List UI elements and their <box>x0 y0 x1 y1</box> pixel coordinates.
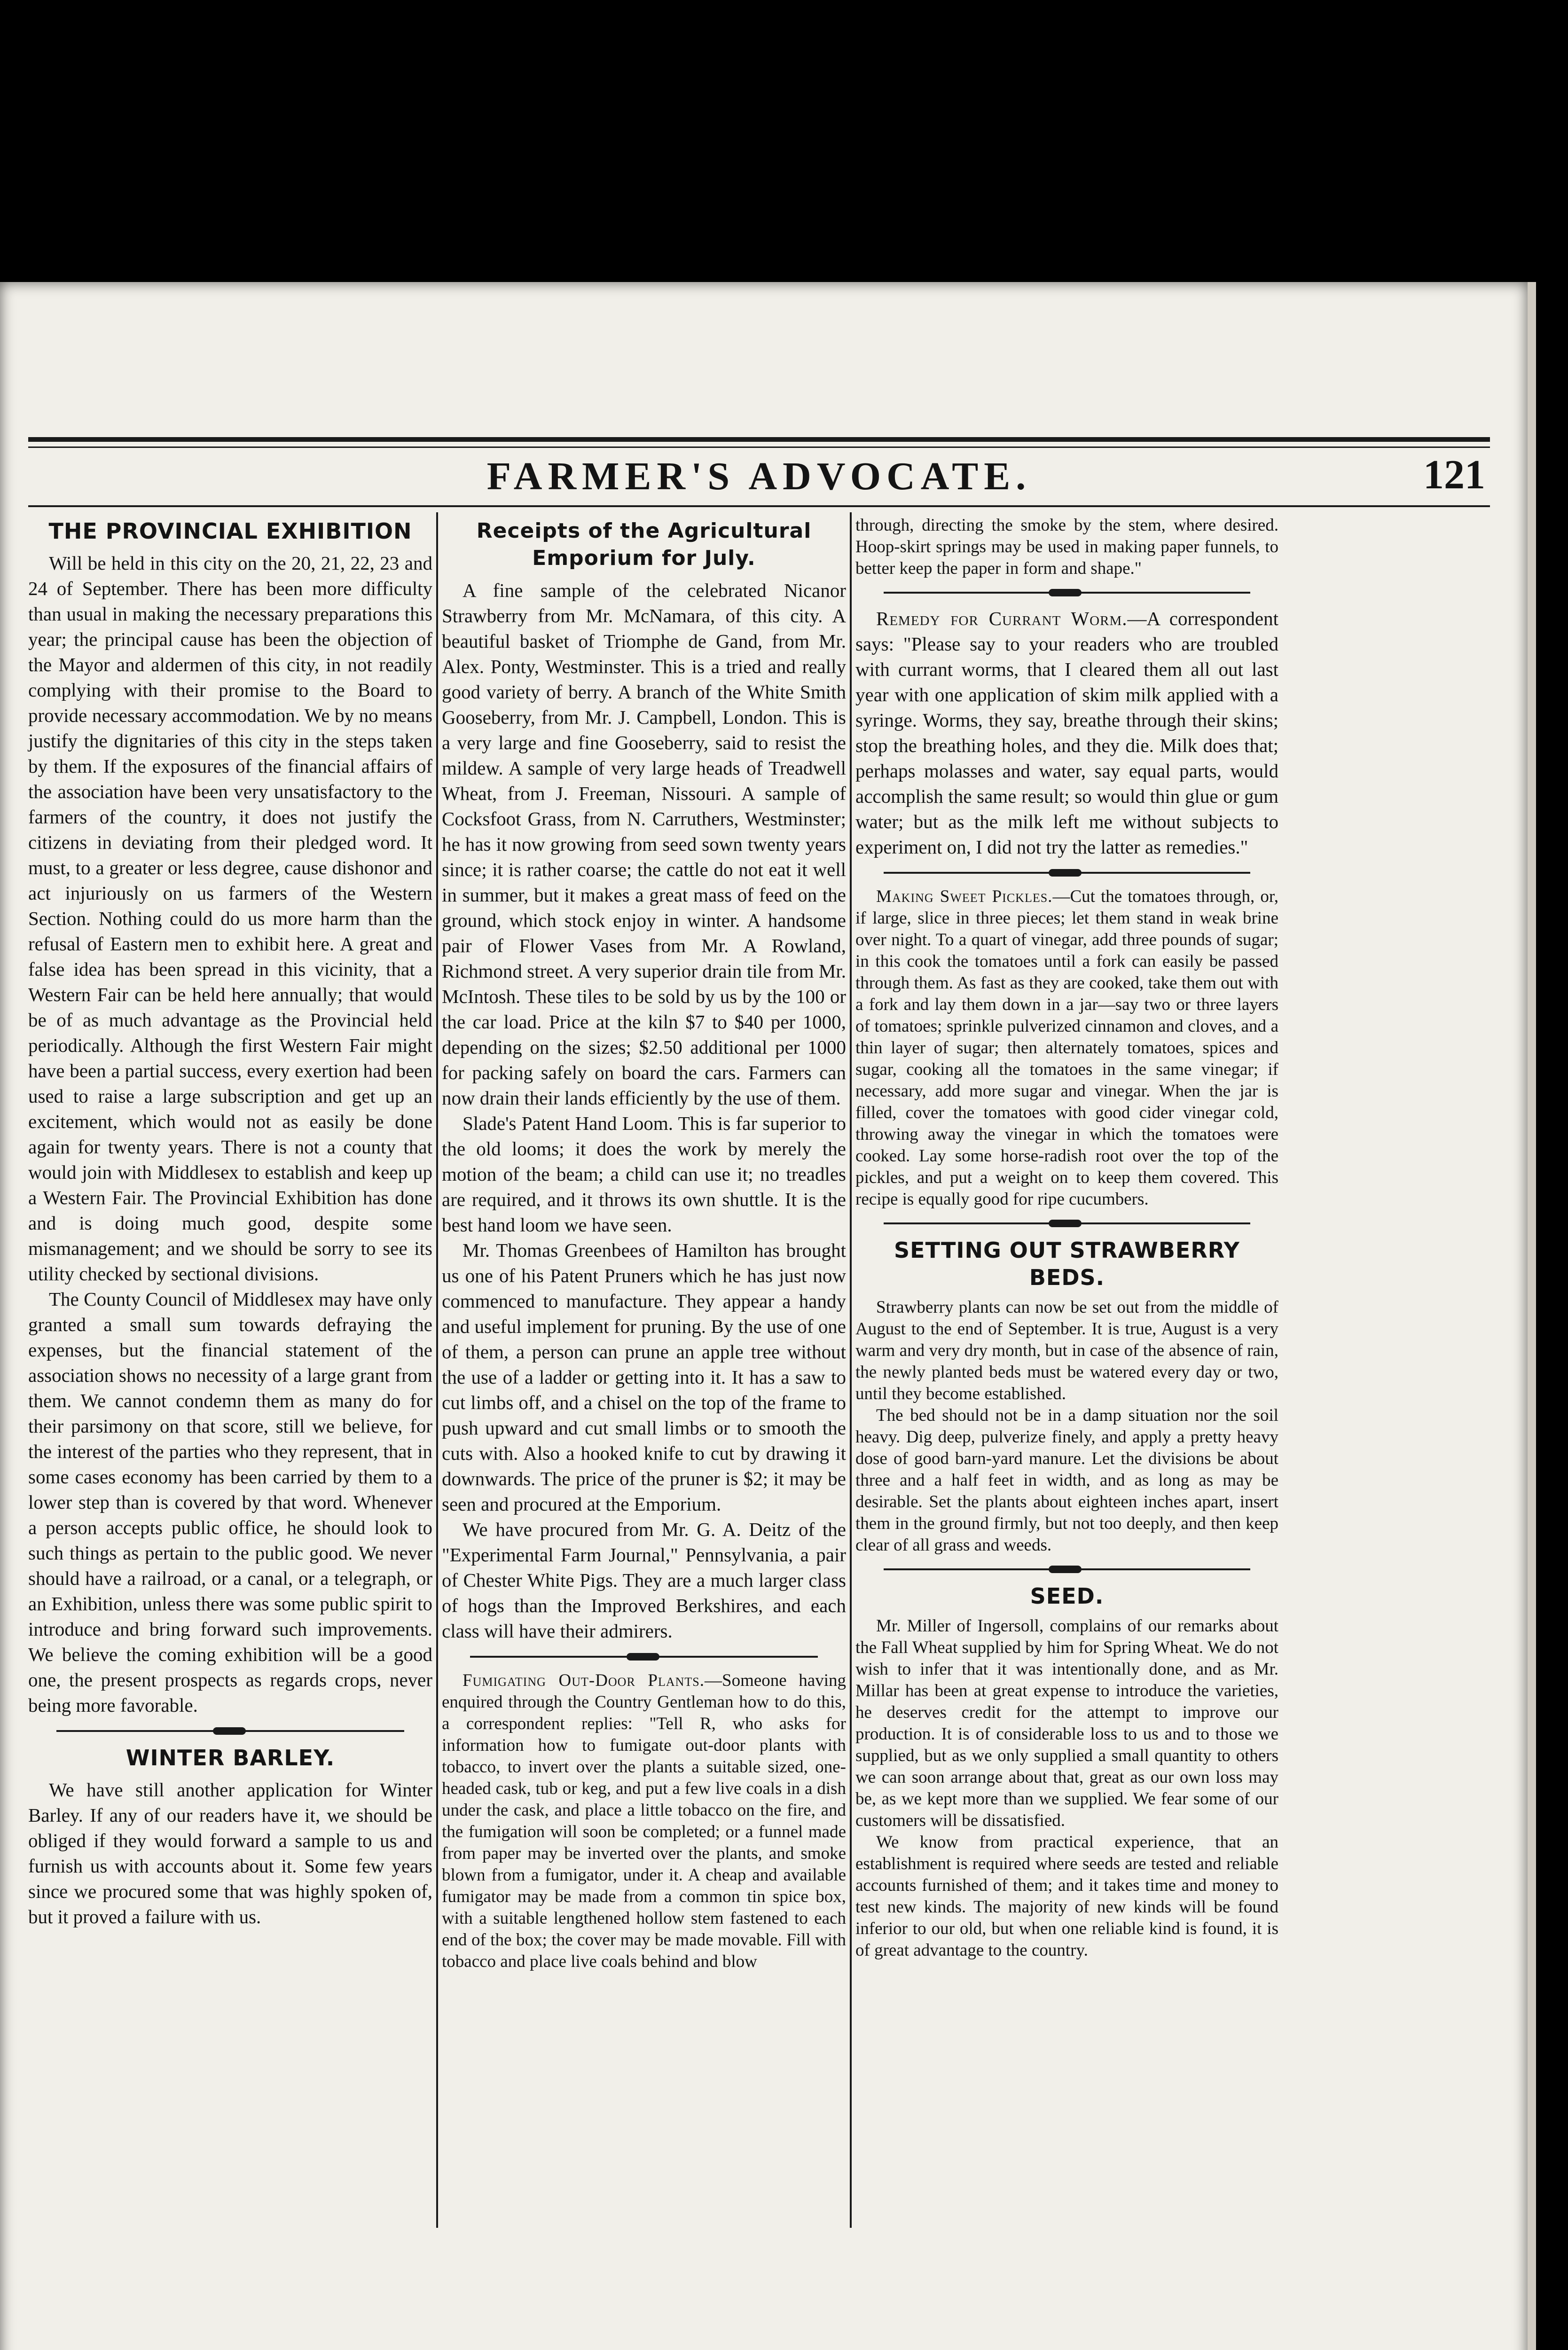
section-separator <box>470 1651 818 1662</box>
paragraph: Mr. Thomas Greenbees of Hamilton has brought us one of his Patent Pruners which he has just now commenced to manufacture. They appear a handy and useful implement for pruning. By the use of one of them, a person can prune an apple tree without the use of a ladder or getting into it. It has a saw to cut limbs off, and a chisel on the top of the frame to push upward and cut small limbs or to smooth the cuts with. Also a hooked knife to cut by drawing it downwards. The price of the pruner is $2; it may be seen and procured at the Emporium. <box>442 1239 846 1515</box>
heading-emporium-receipts: Receipts of the Agricultural Emporium for July. <box>476 519 812 570</box>
column-1 <box>28 515 432 1929</box>
section-separator <box>884 867 1250 878</box>
heading-winter-barley: WINTER BARLEY. <box>125 1745 335 1770</box>
paragraph: A fine sample of the celebrated Nicanor Strawberry from Mr. McNamara, of this city. A beautiful basket of Triomphe de Gand, from Mr. Alex. Ponty, Westminster. This is a tried and really good variety of berry. A branch of the White Smith Gooseberry, from Mr. J. Campbell, London. This is a very large and fine Gooseberry, said to resist the mildew. A sample of very large heads of Treadwell Wheat, from J. Freeman, Nissouri. A sample of Cocksfoot Grass, from N. Carruthers, Westminster; he has it now growing from seed sown twenty years since; it is rather coarse; the cattle do not eat it well in summer, but it makes a great mass of feed on the ground, which stock enjoy in winter. A handsome pair of Flower Vases from Mr. A Rowland, Richmond street. A very superior drain tile from Mr. McIntosh. These tiles to be sold by us by the 100 or the car load. Price at the kiln $7 to $40 per 1000, depending on the sizes; $2.50 additional per 1000 for packing safely on board the cars. Farmers can now drain their lands efficiently by the use of them. <box>442 580 846 1109</box>
paragraph: Slade's Patent Hand Loom. This is far superior to the old looms; it does the work by merely the motion of the beam; a child can use it; no treadles are required, and it throws its own shuttle. It is the best hand loom we have seen. <box>442 1112 846 1236</box>
masthead <box>28 449 1490 505</box>
page-number: 121 <box>1423 452 1485 498</box>
section-separator <box>56 1725 404 1737</box>
column-divider-2 <box>850 512 852 2228</box>
column-3 <box>855 515 1278 1961</box>
section-separator <box>884 1564 1250 1575</box>
section-separator <box>884 587 1250 598</box>
paragraph: through, directing the smoke by the stem, where desired. Hoop-skirt springs may be used in making paper funnels, to better keep the paper in form and shape." <box>855 516 1278 578</box>
column-2 <box>442 515 846 1973</box>
run-in-heading: Remedy for Currant Worm. <box>876 608 1128 629</box>
newspaper-page <box>0 282 1536 2350</box>
section-separator <box>884 1218 1250 1229</box>
paragraph-body: —Cut the tomatoes through, or, if large, slice in three pieces; let them stand in weak brine over night. To a quart of vinegar, add three pounds of sugar; in this cook the tomatoes until a fork can easily be passed through them. As fast as they are cooked, take them out with a fork and lay them down in a jar—say two or three layers of tomatoes; sprinkle pulverized cinnamon and cloves, and a thin layer of sugar; then alternately tomatoes, spices and sugar, cooking all the tomatoes in the same vinegar; if necessary, add more sugar and vinegar. When the jar is filled, cover the tomatoes with good cider vinegar cold, throwing away the vinegar in which the tomatoes were cooked. Lay some horse-radish root over the top of the pickles, and put a weight on to keep them covered. This recipe is equally good for ripe cucumbers. <box>855 887 1278 1209</box>
paragraph: The County Council of Middlesex may have only granted a small sum towards defraying the expenses, but the financial statement of the association shows no necessity of a large grant from them. We cannot condemn them as many do for their parsimony on that score, still we believe, for the interest of the parties who they represent, that in some cases economy has been carried by them to a lower step than is covered by that word. Whenever a person accepts public office, he should look to such things as pertain to the public good. We never should have a railroad, or a canal, or a telegraph, or an Exhibition, unless there was some public spirit to introduce and bring forward such improvements. We believe the coming exhibition will be a good one, the present prospects as regards crops, never being more favorable. <box>28 1288 432 1716</box>
run-in-heading: Making Sweet Pickles. <box>876 887 1053 906</box>
heading-provincial-exhibition: THE PROVINCIAL EXHIBITION <box>48 518 412 544</box>
top-rule <box>28 437 1490 442</box>
column-divider-1 <box>436 512 438 2228</box>
heading-seed: SEED. <box>1030 1583 1104 1609</box>
run-in-heading: Fumigating Out-Door Plants. <box>463 1671 705 1690</box>
masthead-rule <box>28 505 1490 507</box>
paragraph: Strawberry plants can now be set out from the middle of August to the end of September. It is true, August is a very warm and very dry month, but in case of the absence of rain, the newly planted beds must be watered every day or two, until they become established. <box>855 1298 1278 1403</box>
paragraph: We have procured from Mr. G. A. Deitz of the "Experimental Farm Journal," Pennsylvania, a pair of Chester White Pigs. They are a much larger class of hogs than the Improved Berkshires, and each class will have their admirers. <box>442 1519 846 1642</box>
top-rule-thin <box>28 446 1490 448</box>
paragraph: The bed should not be in a damp situation nor the soil heavy. Dig deep, pulverize finely, and apply a pretty heavy dose of good barn-yard manure. Let the divisions be about three and a half feet in width, and as long as may be desirable. Set the plants about eighteen inches apart, insert them in the ground firmly, but not too deeply, and then keep clear of all grass and weeds. <box>855 1406 1278 1555</box>
paragraph <box>442 1670 846 1973</box>
paragraph <box>855 886 1278 1210</box>
paragraph: We have still another application for Winter Barley. If any of our readers have it, we should be obliged if they would forward a sample to us and furnish us with accounts about it. Some few years since we procured some that was highly spoken of, but it proved a failure with us. <box>28 1779 432 1927</box>
paragraph: Will be held in this city on the 20, 21, 22, 23 and 24 of September. There has been more difficulty than usual in making the necessary preparations this year; the principal cause has been the objection of the Mayor and aldermen of this city, in not readily complying with their promise to the Board to provide necessary accommodation. We by no means justify the dignitaries of this city in the steps taken by them. If the exposures of the financial affairs of the association have been very unsatisfactory to the farmers of the country, it does not justify the citizens in deviating from their pledged word. It must, to a greater or less degree, cause dishonor and act injuriously on us farmers of the Western Section. Nothing could do us more harm than the refusal of Eastern men to exhibit here. A great and false idea has been spread in this vicinity, that a Western Fair can be held here annually; that would be of as much advantage as the Provincial held periodically. Although the first Western Fair might have been a partial success, every exertion had been used to raise a large subscription and get up an excitement, which would not as easily be done again for twenty years. There is not a county that would join with Middlesex to establish and keep up a Western Fair. The Provincial Exhibition has done and is doing much good, despite some mismanagement; and we should be sorry to see its utility checked by sectional divisions. <box>28 552 432 1285</box>
paragraph: We know from practical experience, that an establishment is required where seeds are tested and reliable accounts furnished of them; and it takes time and money to test new kinds. The majority of new kinds will be found inferior to our old, but when one reliable kind is found, it is of great advantage to the country. <box>855 1833 1278 1960</box>
paragraph: Mr. Miller of Ingersoll, complains of our remarks about the Fall Wheat supplied by him for Spring Wheat. We do not wish to infer that it was intentionally done, and as Mr. Millar has been at great expense to introduce the varieties, he deserves credit for the attempt to improve our production. It is of considerable loss to us and to those we supplied, but as we only supplied a small quantity to others we can soon arrange about that, great as our own loss may be, as we kept more than we supplied. We fear some of our customers will be dissatisfied. <box>855 1616 1278 1830</box>
masthead-title: FARMER'S ADVOCATE. <box>486 454 1032 498</box>
paragraph-body: —Someone having enquired through the Country Gentleman how to do this, a correspondent replies: "Tell R, who asks for information how to fumigate out-door plants with tobacco, to invert over the plants a suitable sized, one-headed cask, tub or keg, and put a few live coals in a dish under the cask, and place a little tobacco on the fire, and the fumigation will soon be completed; or a funnel made from paper may be inverted over the plants, and smoke blown from a fumigator, under it. A cheap and available fumigator may be made from a common tin spice box, with a suitable lengthened hollow stem fastened to each end of the box; the cover may be made movable. Fill with tobacco and place live coals behind and blow <box>442 1671 846 1971</box>
heading-strawberry-beds: SETTING OUT STRAWBERRY BEDS. <box>894 1238 1240 1290</box>
paragraph <box>855 606 1278 860</box>
paragraph-body: —A correspondent says: "Please say to your readers who are troubled with currant worms, that I cleared them all out last year with one application of skim milk applied with a syringe. Worms, they say, breathe through their skins; stop the breathing holes, and they die. Milk does that; perhaps molasses and water, say equal parts, would accomplish the same result; so would thin glue or gum water; but as the milk left me without subjects to experiment on, I did not try the latter as remedies." <box>855 608 1278 858</box>
